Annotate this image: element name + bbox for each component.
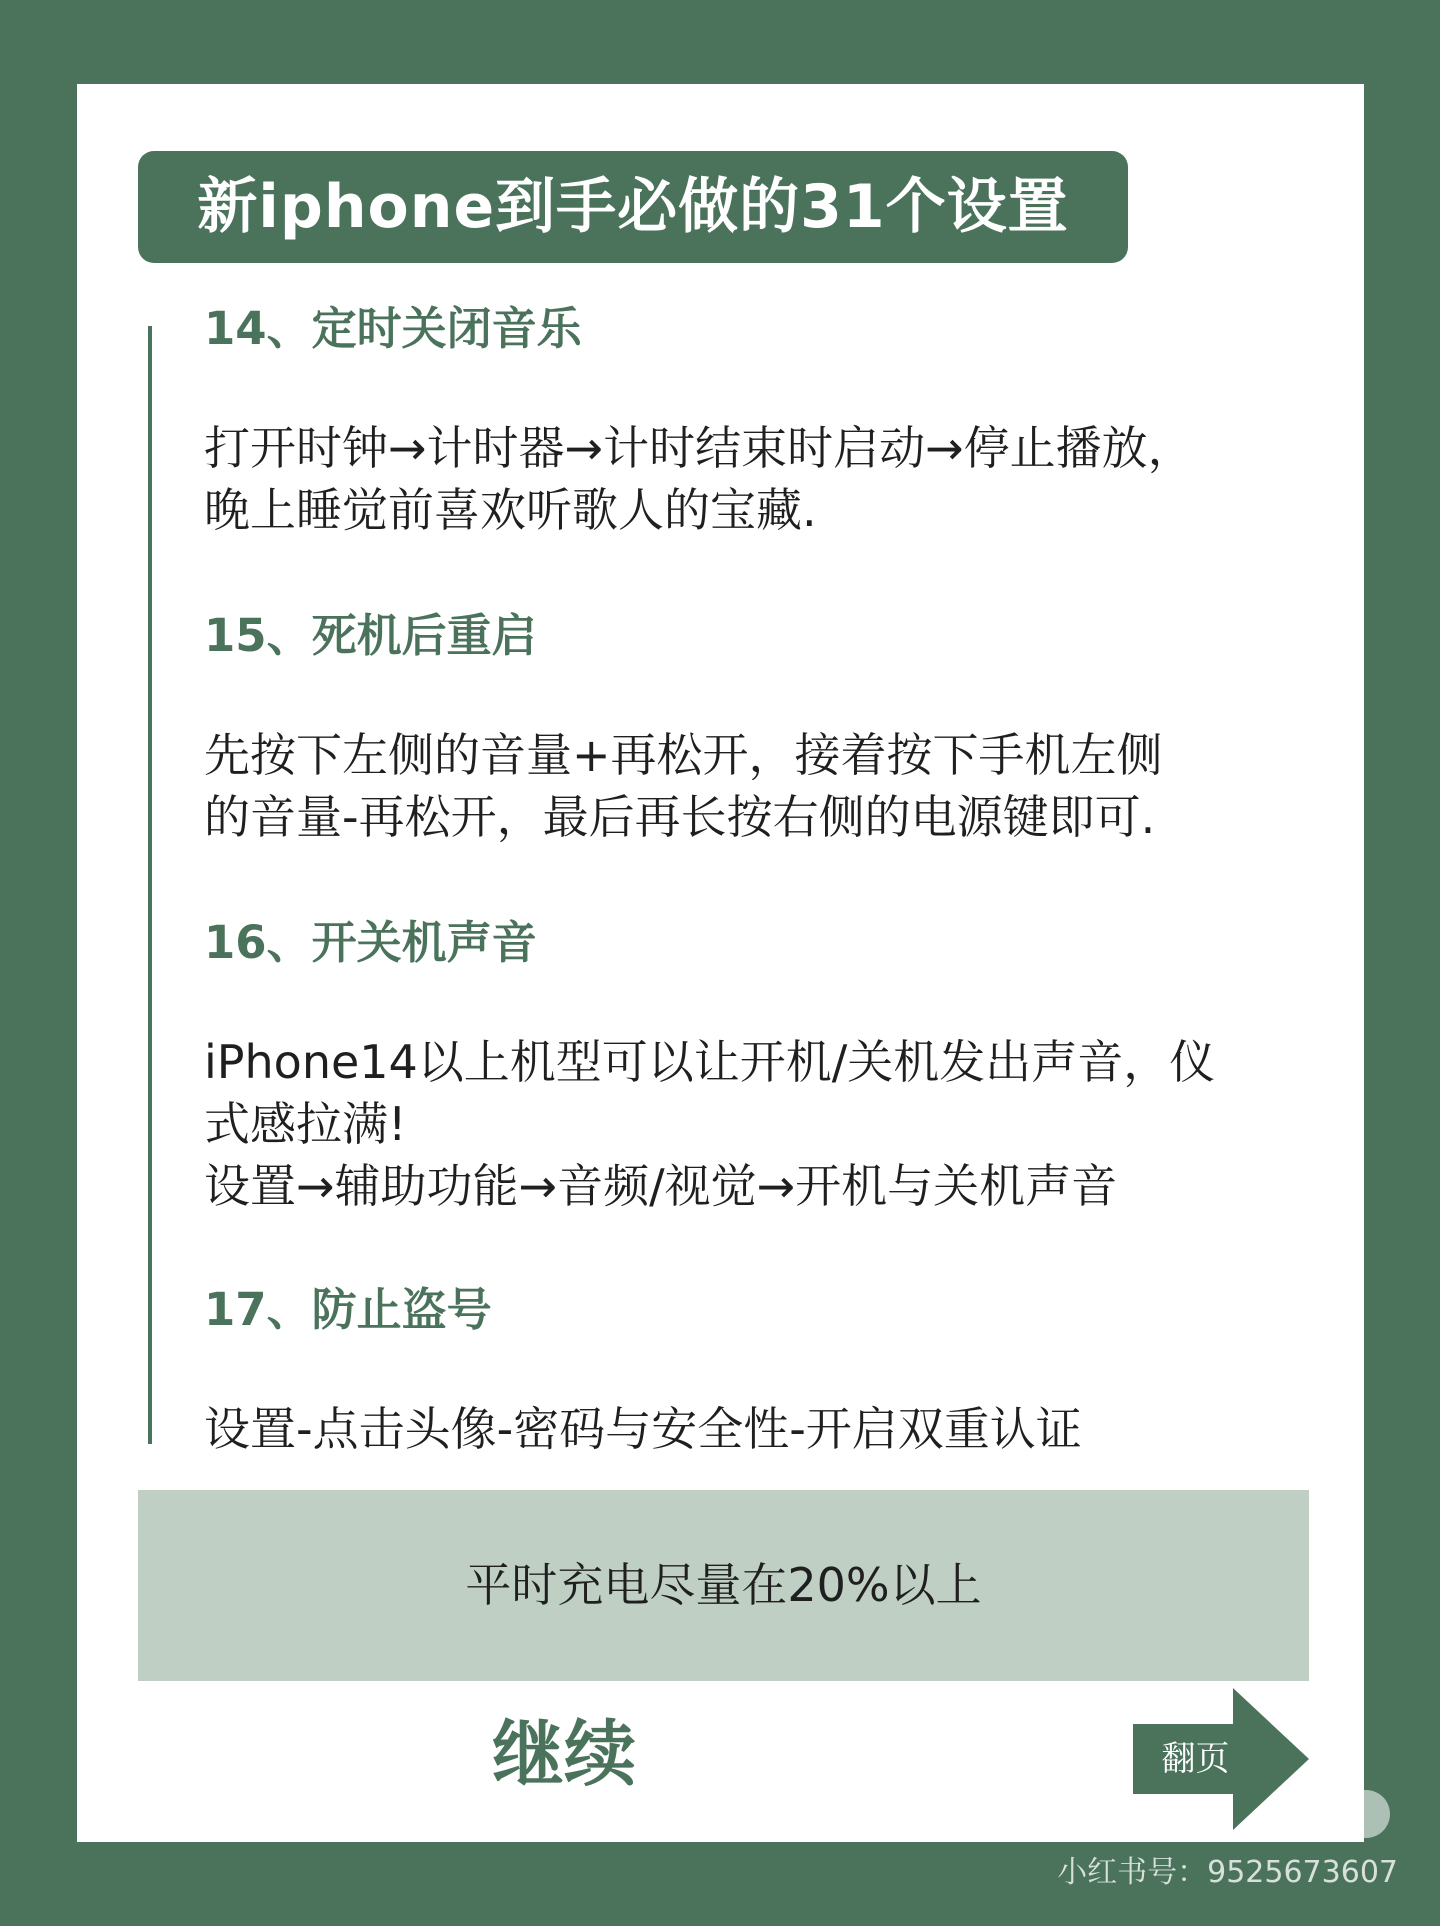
section-17	[204, 1280, 1334, 1460]
section-heading: 15、死机后重启	[204, 609, 537, 662]
next-page-label: 翻页	[1161, 1739, 1230, 1779]
section-divider-line	[148, 326, 152, 1444]
page-title: 新iphone到手必做的31个设置	[138, 151, 1128, 263]
section-body: iPhone14以上机型可以让开机/关机发出声音，仪 式感拉满! 设置→辅助功能→音频/视觉→开机与关机声音	[204, 1035, 1216, 1213]
section-body: 先按下左侧的音量+再松开，接着按下手机左侧 的音量-再松开，最后再长按右侧的电源键即可.	[204, 728, 1163, 844]
section-heading: 17、防止盗号	[204, 1283, 492, 1336]
section-heading: 16、开关机声音	[204, 916, 537, 969]
section-body: 打开时钟→计时器→计时结束时启动→停止播放， 晚上睡觉前喜欢听歌人的宝藏.	[204, 421, 1194, 537]
footer-account-id: 小红书号：9525673607	[1057, 1855, 1398, 1890]
section-16	[204, 913, 1334, 1217]
next-page-button[interactable]	[1133, 1688, 1309, 1830]
section-heading: 14、定时关闭音乐	[204, 302, 582, 355]
watermark-logo	[1290, 1790, 1390, 1838]
tip-banner: 平时充电尽量在20%以上	[138, 1490, 1309, 1681]
section-15	[204, 606, 1334, 848]
section-14	[204, 299, 1334, 541]
continue-label: 继续	[492, 1712, 637, 1796]
section-body: 设置-点击头像-密码与安全性-开启双重认证	[204, 1402, 1082, 1456]
content-card	[77, 84, 1364, 1842]
